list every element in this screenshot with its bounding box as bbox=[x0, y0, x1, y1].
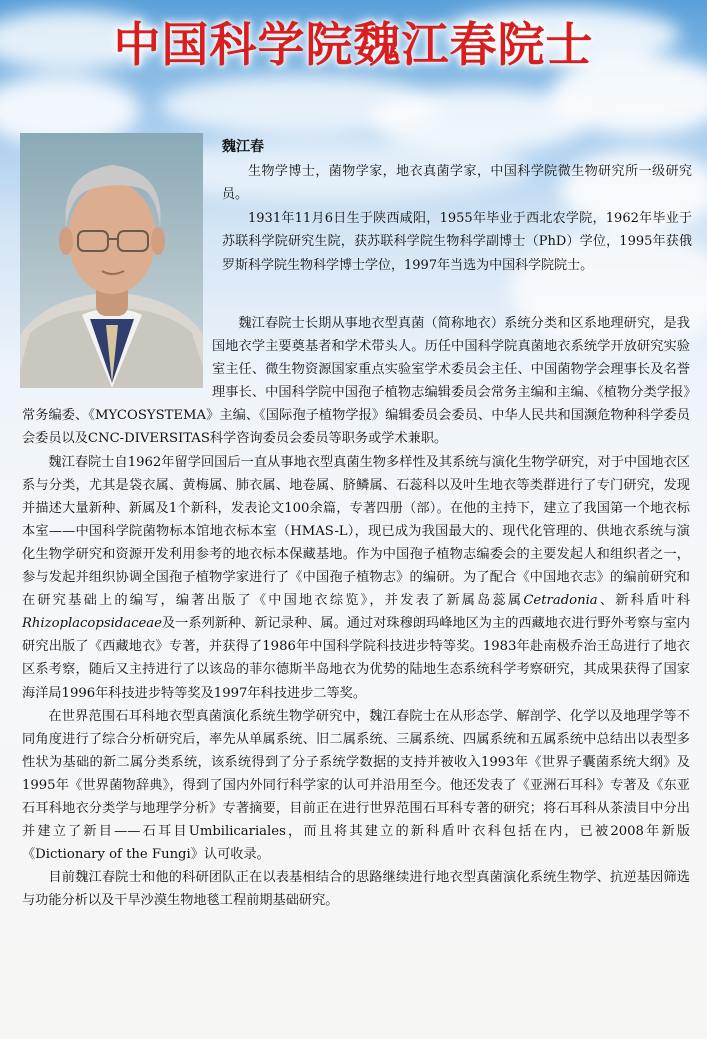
bio-paragraph-2-part-b: 、新科盾叶科 bbox=[597, 593, 691, 609]
family-name-rhizoplacopsidaceae: Rhizoplacopsidaceae bbox=[22, 616, 162, 632]
bio-paragraph-2-part-a: 魏江春院士自1962年留学回国后一直从事地衣型真菌生物多样性及其系统与演化生物学研究，对于中国地衣区系与分类，尤其是袋衣属、黄梅属、肺衣属、地卷属、脐鳞属、石蕊科以及叶生地衣等类群进行了专门研究，发现并描述大量新种、新属及1个新科，发表论文100余篇，专著四册（部）。在他的主持下，建立了我国第一个地衣标本室——中国科学院菌物标本馆地衣标本室（HMAS-L），现已成为我国最大的、现代化管理的、供地衣系统与演化生物学研究和资源开发利用参考的地衣标本保藏基地。作为中国孢子植物志编委会的主要发起人和组织者之一，参与发起并组织协调全国孢子植物学家进行了《中国孢子植物志》的编研。为了配合《中国地衣志》的编前研究和在研究基础上的编写，编著出版了《中国地衣综览》，并发表了新属岛蕊属 bbox=[22, 454, 690, 609]
intro-paragraph-1: 生物学博士，菌物学家，地衣真菌学家，中国科学院微生物研究所一级研究员。 bbox=[222, 163, 692, 202]
intro-paragraph-2: 1931年11月6日生于陕西咸阳，1955年毕业于西北农学院，1962年毕业于苏联科学院研究生院，获苏联科学院生物科学副博士（PhD）学位，1995年获俄罗斯科学院生物科学博士学位，1997年当选为中国科学院院士。 bbox=[222, 210, 692, 273]
bio-paragraph-3: 在世界范围石耳科地衣型真菌演化系统生物学研究中，魏江春院士在从形态学、解剖学、化学以及地理学等不同角度进行了综合分析研究后，率先从单属系统、旧二属系统、三属系统、四属系统和五属系统中总结出以表型多性状为基础的新二属分类系统，该系统得到了分子系统学数据的支持并被收入1993年《世界子囊菌系统大纲》及1995年《世界菌物辞典》，得到了国内外同行科学家的认可并沿用至今。他还发表了《亚洲石耳科》专著及《东亚石耳科地衣分类学与地理学分析》专著摘要，目前正在进行世界范围石耳科专著的研究；将石耳科从茶渍目中分出并建立了新目——石耳目Umbilicariales，而且将其建立的新科盾叶衣科包括在内，已被2008年新版《Dictionary of the Fungi》认可收录。 bbox=[22, 708, 690, 863]
bio-paragraph-2-part-c: 及一系列新种、新记录种、属。通过对珠穆朗玛峰地区为主的西藏地衣进行野外考察与室内研究出版了《西藏地衣》专著，并获得了1986年中国科学院科技进步特等奖。1983年赴南极乔治王岛进行了地衣区系考察，随后又主持进行了以该岛的菲尔德斯半岛地衣为优势的陆地生态系统科学考察研究，其成果获得了国家海洋局1996年科技进步特等奖及1997年科技进步二等奖。 bbox=[22, 616, 690, 701]
page-title: 中国科学院魏江春院士 bbox=[113, 18, 594, 73]
bio-paragraph-4: 目前魏江春院士和他的科研团队正在以表基相结合的思路继续进行地衣型真菌演化系统生物学、抗逆基因筛选与功能分析以及干旱沙漠生物地毯工程前期基础研究。 bbox=[22, 870, 690, 909]
intro-block bbox=[222, 136, 692, 277]
person-name: 魏江春 bbox=[222, 139, 264, 155]
biography-body bbox=[22, 312, 690, 912]
bio-paragraph-2 bbox=[22, 451, 690, 705]
bio-paragraph-1: 魏江春院士长期从事地衣型真菌（简称地衣）系统分类和区系地理研究，是我国地衣学主要奠基者和学术带头人。历任中国科学院真菌地衣系统学开放研究实验室主任、微生物资源国家重点实验室学术委员会主任、中国菌物学会理事长及名誉理事长、中国科学院中国孢子植物志编辑委员会常务主编和主编、《植物分类学报》常务编委、《MYCOSYSTEMA》主编、《国际孢子植物学报》编辑委员会委员、中华人民共和国濒危物种科学委员会委员以及CNC-DIVERSITAS科学咨询委员会委员等职务或学术兼职。 bbox=[22, 316, 690, 447]
genus-name-cetradonia: Cetradonia bbox=[523, 593, 598, 609]
